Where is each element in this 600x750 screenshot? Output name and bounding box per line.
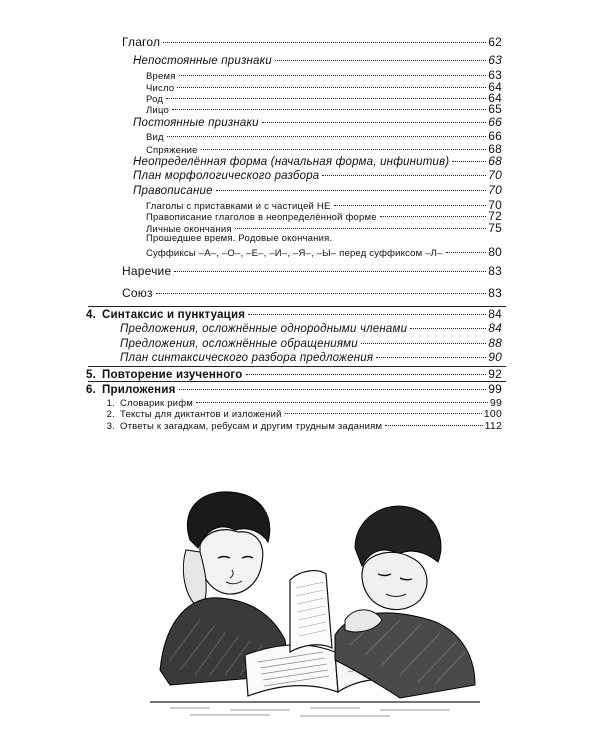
toc-entry-neopredelennaya[interactable] [133,154,502,168]
toc-page: 99 [488,382,502,396]
toc-title: Союз [122,286,153,300]
toc-title: Приложения [102,384,176,396]
toc-title: Число [146,83,175,94]
dot-leader [163,42,486,43]
dot-leader [172,109,486,110]
appendix-number: 3. [106,421,115,432]
appendix-number: 2. [106,409,115,420]
toc-page: 70 [488,168,502,182]
toc-entry-odnorodnye[interactable] [120,321,502,335]
toc-title: Личные окончания [146,224,232,235]
toc-page: 83 [488,286,502,300]
toc-page: 80 [488,245,502,259]
dot-leader [235,228,487,229]
dot-leader [376,357,486,358]
toc-title: Синтаксис и пунктуация [102,309,246,321]
dot-leader [452,161,486,162]
dot-leader [361,343,486,344]
toc-title: Словарик рифм [120,398,193,409]
toc-page: 66 [488,129,502,143]
section-number: 6. [86,384,96,396]
section-number: 4. [86,309,96,321]
toc-entry-narechie[interactable] [122,264,502,278]
dot-leader [246,374,487,375]
toc-entry-suffiksy[interactable] [146,245,502,259]
two-children-reading-book-illustration [150,470,480,720]
toc-title: Непостоянные признаки [133,55,272,67]
toc-title: Наречие [122,264,172,278]
toc-title: Постоянные признаки [133,117,259,129]
dot-leader [285,413,482,414]
toc-section-6[interactable] [70,382,502,396]
toc-entry-plan-sint[interactable] [120,350,502,364]
toc-page: 100 [483,408,502,420]
toc-title: Предложения, осложнённые однородными членами [120,323,408,335]
dot-leader [275,60,486,61]
toc-entry-glagol[interactable] [122,35,502,49]
toc-title: Время [146,71,176,82]
dot-leader [166,98,486,99]
toc-title: Правописание глаголов в неопределённой форме [146,212,377,223]
toc-page: 83 [488,264,502,278]
dot-leader [174,271,486,272]
dot-leader [334,205,487,206]
dot-leader [385,425,482,426]
dot-leader [196,402,488,403]
toc-title: Лицо [146,105,169,116]
toc-title: Глаголы с приставками и с частицей НЕ [146,201,331,212]
toc-page: 68 [488,142,502,156]
toc-section-4[interactable] [70,307,502,321]
dot-leader [179,389,487,390]
toc-page: 84 [488,321,502,335]
toc-page: 65 [488,102,502,116]
toc-page: 64 [488,91,502,105]
toc-page: 62 [488,35,502,49]
toc-section-5[interactable] [70,367,502,381]
toc-entry-postoyannye[interactable] [133,115,502,129]
toc-page: 68 [488,154,502,168]
toc-appendix-2[interactable] [90,408,502,420]
dot-leader [248,314,486,315]
toc-page: 99 [489,397,502,409]
toc-entry-pravopisanie[interactable] [133,183,502,197]
toc-title: Предложения, осложнённые обращениями [120,338,358,350]
toc-page: 63 [488,68,502,82]
toc-title: Суффиксы –А–, –О–, –Е–, –И–, –Я–, –Ы– перед суффиксом –Л– [146,248,443,259]
dot-leader [179,75,487,76]
toc-page: 64 [488,80,502,94]
toc-entry-nepostoyannye[interactable] [133,53,502,67]
dot-leader [322,175,486,176]
toc-entry-proshedshee[interactable] [146,233,502,244]
toc-page: 70 [488,183,502,197]
toc-entry-obrascheniya[interactable] [120,336,502,350]
toc-entry-soyuz[interactable] [122,286,502,300]
toc-page: 63 [488,53,502,67]
toc-title: Ответы к загадкам, ребусам и другим трудным заданиям [120,421,383,432]
dot-leader [380,216,487,217]
toc-title: Тексты для диктантов и изложений [120,409,282,420]
dot-leader [156,293,487,294]
dot-leader [410,328,486,329]
toc-page: 84 [488,307,502,321]
toc-page: 92 [488,367,502,381]
dot-leader [446,252,487,253]
toc-title: Вид [146,132,164,143]
toc-page: 70 [488,198,502,212]
toc-entry-vid[interactable] [146,129,502,143]
dot-leader [201,149,487,150]
toc-page: 72 [488,209,502,223]
toc-title: Глагол [122,35,161,49]
dot-leader [216,190,487,191]
toc-title: Прошедшее время. Родовые окончания. [146,233,333,244]
toc-title: План синтаксического разбора предложения [120,352,374,364]
toc-title: Неопределённая форма (начальная форма, инфинитив) [133,156,450,168]
toc-title: Спряжение [146,145,198,156]
toc-title: План морфологического разбора [133,170,320,182]
toc-page: 88 [488,336,502,350]
toc-page: 75 [488,221,502,235]
appendix-number: 1. [106,398,115,409]
toc-page: 90 [488,350,502,364]
toc-title: Повторение изученного [102,369,243,381]
toc-title: Правописание [133,185,213,197]
dot-leader [177,87,486,88]
dot-leader [262,122,487,123]
dot-leader [167,136,486,137]
toc-appendix-3[interactable] [90,420,502,432]
toc-entry-litso[interactable] [146,102,502,116]
toc-title: Род [146,94,164,105]
toc-page: 66 [488,115,502,129]
toc-entry-plan-morf[interactable] [133,168,502,182]
section-number: 5. [86,369,96,381]
toc-page: 112 [484,420,502,432]
